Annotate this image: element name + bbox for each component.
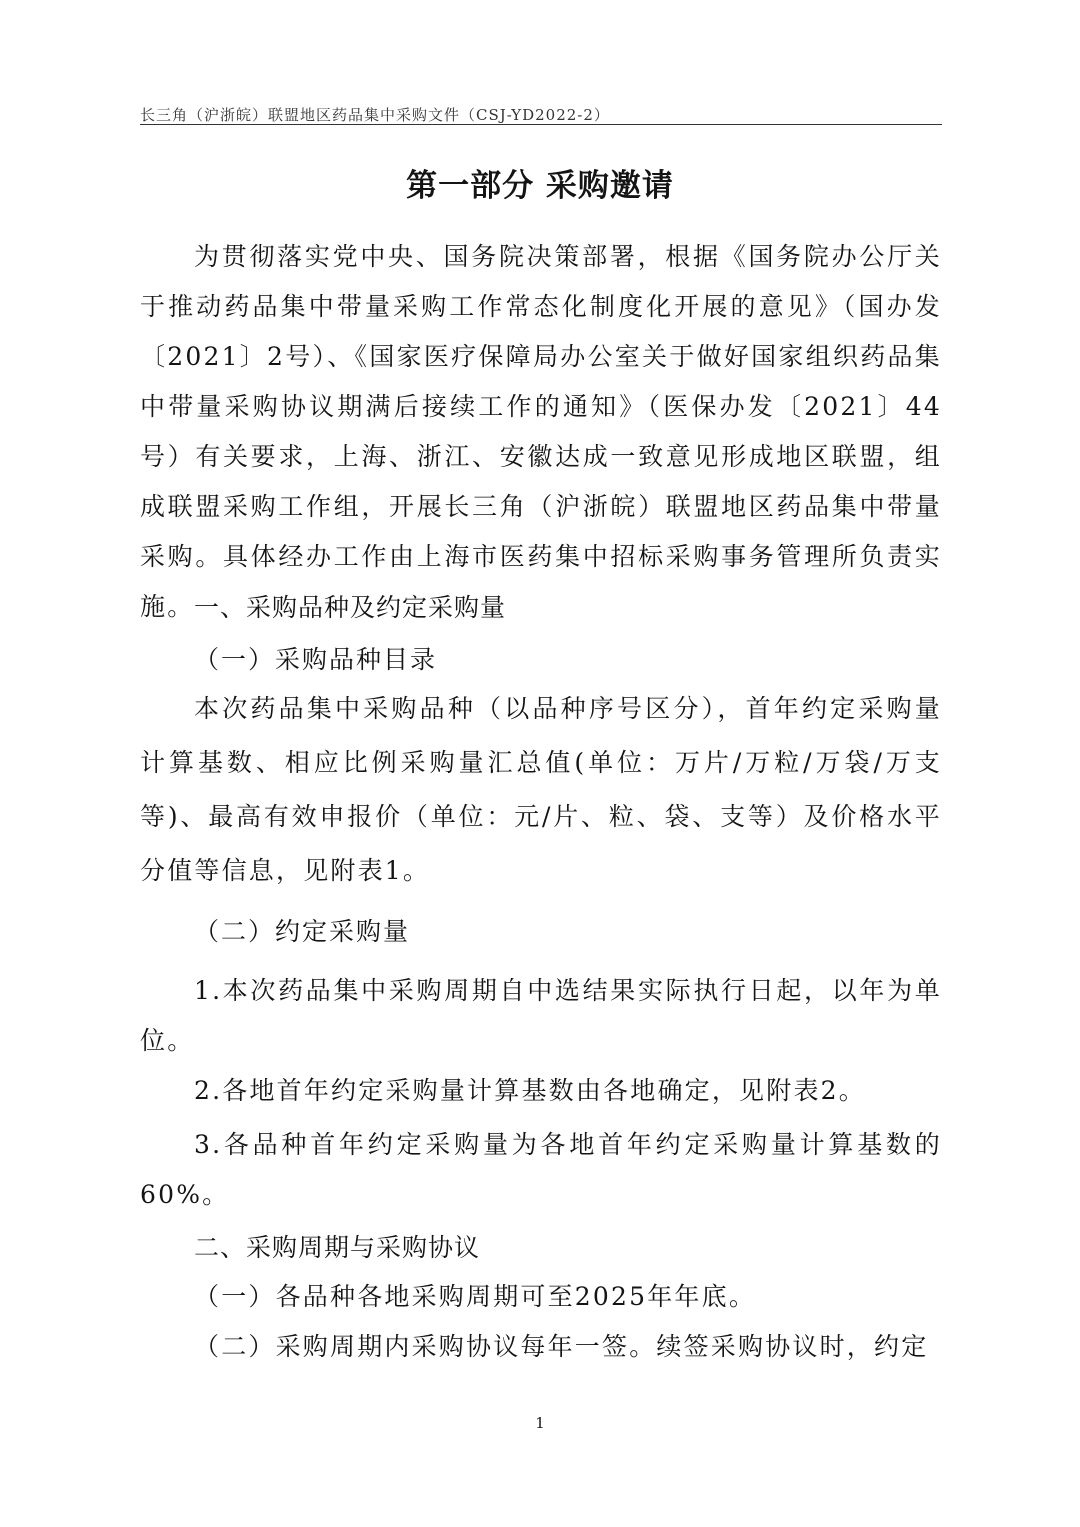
catalog-paragraph: 本次药品集中采购品种（以品种序号区分），首年约定采购量计算基数、相应比例采购量汇总值(单位：万片/万粒/万袋/万支等)、最高有效申报价（单位：元/片、粒、袋、支等）及价格水平分值等信息，见附表1。 — [140, 694, 942, 885]
quantity-item-3: 3.各品种首年约定采购量为各地首年约定采购量计算基数的60%。 — [140, 1130, 942, 1209]
running-header: 长三角（沪浙皖）联盟地区药品集中采购文件（CSJ-YD2022-2） — [140, 106, 610, 124]
page-title: 第一部分 采购邀请 — [406, 168, 674, 204]
section-2-heading: 二、采购周期与采购协议 — [194, 1233, 481, 1262]
period-item-2: （二）采购周期内采购协议每年一签。续签采购协议时，约定 — [194, 1332, 929, 1361]
section-1-heading: 一、采购品种及约定采购量 — [194, 593, 507, 622]
subsection-1-heading: （一）采购品种目录 — [194, 645, 438, 674]
quantity-item-2: 2.各地首年约定采购量计算基数由各地确定，见附表2。 — [194, 1076, 866, 1105]
quantity-item-1: 1.本次药品集中采购周期自中选结果实际执行日起，以年为单位。 — [140, 976, 942, 1055]
intro-paragraph: 为贯彻落实党中央、国务院决策部署，根据《国务院办公厅关于推动药品集中带量采购工作常态化制度化开展的意见》（国办发〔2021〕2号）、《国家医疗保障局办公室关于做好国家组织药品集中带量采购协议期满后接续工作的通知》（医保办发〔2021〕44号）有关要求，上海、浙江、安徽达成一致意见形成地区联盟，组成联盟采购工作组，开展长三角（沪浙皖）联盟地区药品集中带量采购。具体经办工作由上海市医药集中招标采购事务管理所负责实施。 — [140, 242, 942, 621]
subsection-2-heading: （二）约定采购量 — [194, 917, 411, 946]
header-divider — [140, 124, 942, 125]
page-number: 1 — [535, 1414, 545, 1432]
period-item-1: （一）各品种各地采购周期可至2025年年底。 — [194, 1282, 757, 1311]
